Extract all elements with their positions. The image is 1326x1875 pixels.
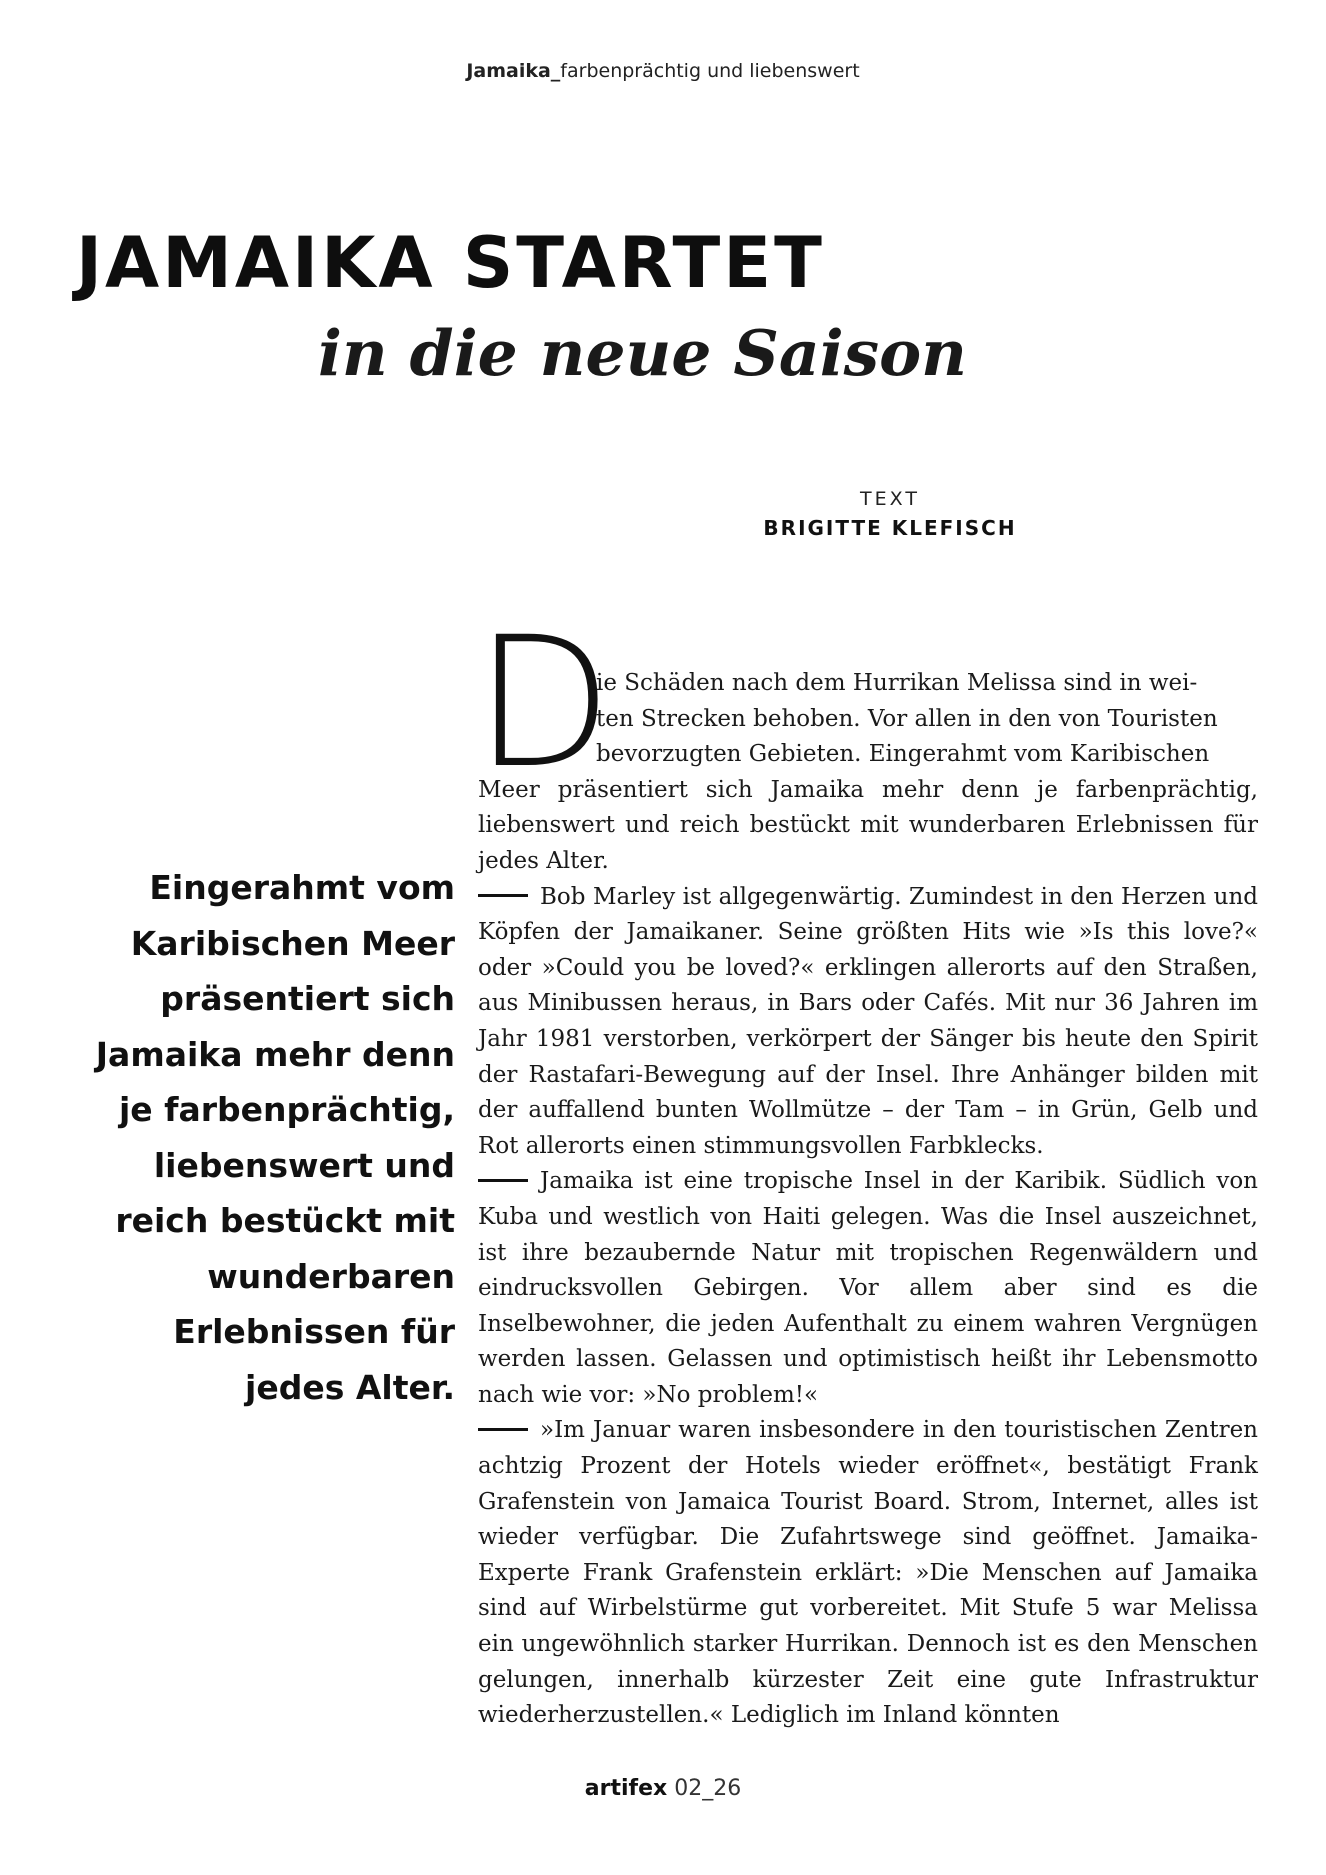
byline-label: TEXT bbox=[860, 488, 920, 510]
body-paragraph bbox=[478, 1164, 1258, 1413]
intro-paragraph: Meer präsentiert sich Jamaika mehr denn je farbenprächtig, liebenswert und reich bestückt mit wunderbaren Erlebnissen für jedes Alter. bbox=[478, 776, 1258, 874]
intro-line: bevorzugten Gebieten. Eingerahmt vom Karibischen bbox=[596, 741, 1210, 768]
drop-cap: D bbox=[474, 599, 613, 808]
body-paragraph bbox=[478, 1413, 1258, 1733]
byline bbox=[700, 488, 1080, 540]
running-header bbox=[0, 60, 1326, 82]
article-headline: JAMAIKA STARTET bbox=[76, 222, 825, 304]
intro-line: ten Strecken behoben. Vor allen in den von Touristen bbox=[596, 705, 1218, 732]
paragraph-dash bbox=[478, 1428, 528, 1431]
body-paragraph-text: Jamaika ist eine tropische Insel in der Karibik. Südlich von Kuba und westlich von Haiti gelegen. Was die Insel auszeichnet, ist ihre bezaubernde Natur mit tropischen Regenwäldern und eindrucksvollen Gebirgen. Vor allem aber sind es die Inselbewohner, die jeden Aufenthalt zu einem wahren Vergnügen werden lassen. Gelassen und optimistisch heißt ihr Lebensmotto nach wie vor: »No problem!« bbox=[478, 1168, 1258, 1408]
running-header-tagline: farbenprächtig und liebenswert bbox=[560, 60, 860, 82]
page-footer bbox=[0, 1776, 1326, 1801]
article-body bbox=[478, 666, 1258, 1734]
body-paragraph bbox=[478, 880, 1258, 1165]
paragraph-dash bbox=[478, 894, 528, 897]
body-paragraph-text: Bob Marley ist allgegenwärtig. Zumindest in den Herzen und Köpfen der Jamaikaner. Seine größten Hits wie »Is this love?« oder »Could you be loved?« erklingen allerorts auf den Straßen, aus Minibussen heraus, in Bars oder Cafés. Mit nur 36 Jahren im Jahr 1981 verstorben, verkörpert der Sänger bis heute den Spirit der Rastafari-Bewegung auf der Insel. Ihre Anhänger bilden mit der auffallend bunten Wollmütze – der Tam – in Grün, Gelb und Rot allerorts einen stimmungsvollen Farbklecks. bbox=[478, 883, 1258, 1159]
running-header-brand: Jamaika_ bbox=[466, 60, 561, 82]
byline-author: BRIGITTE KLEFISCH bbox=[763, 516, 1017, 540]
intro-line: ie Schäden nach dem Hurrikan Melissa sind in wei- bbox=[596, 670, 1198, 696]
article-subheadline: in die neue Saison bbox=[318, 316, 967, 390]
body-paragraph-text: »Im Januar waren insbesondere in den touristischen Zentren achtzig Prozent der Hotels wieder eröffnet«, bestätigt Frank Grafenstein von Jamaica Tourist Board. Strom, Internet, alles ist wieder verfügbar. Die Zufahrtswege sind geöffnet. Jamaika-Experte Frank Grafenstein erklärt: »Die Menschen auf Jamaika sind auf Wirbelstürme gut vorbereitet. Mit Stufe 5 war Melissa ein ungewöhnlich starker Hurrikan. Dennoch ist es den Menschen gelungen, innerhalb kürzester Zeit eine gute Infrastruktur wiederherzustellen.« Lediglich im Inland könnten bbox=[478, 1417, 1258, 1729]
footer-brand: artifex bbox=[584, 1776, 668, 1801]
drop-cap-lines bbox=[478, 666, 1258, 773]
footer-issue: 02_26 bbox=[667, 1776, 742, 1801]
paragraph-dash bbox=[478, 1179, 528, 1182]
pull-quote: Eingerahmt vom Karibischen Meer präsentiert sich Jamaika mehr denn je farbenprächtig, liebenswert und reich bestückt mit wunderbaren Erlebnissen für jedes Alter. bbox=[95, 868, 455, 1407]
